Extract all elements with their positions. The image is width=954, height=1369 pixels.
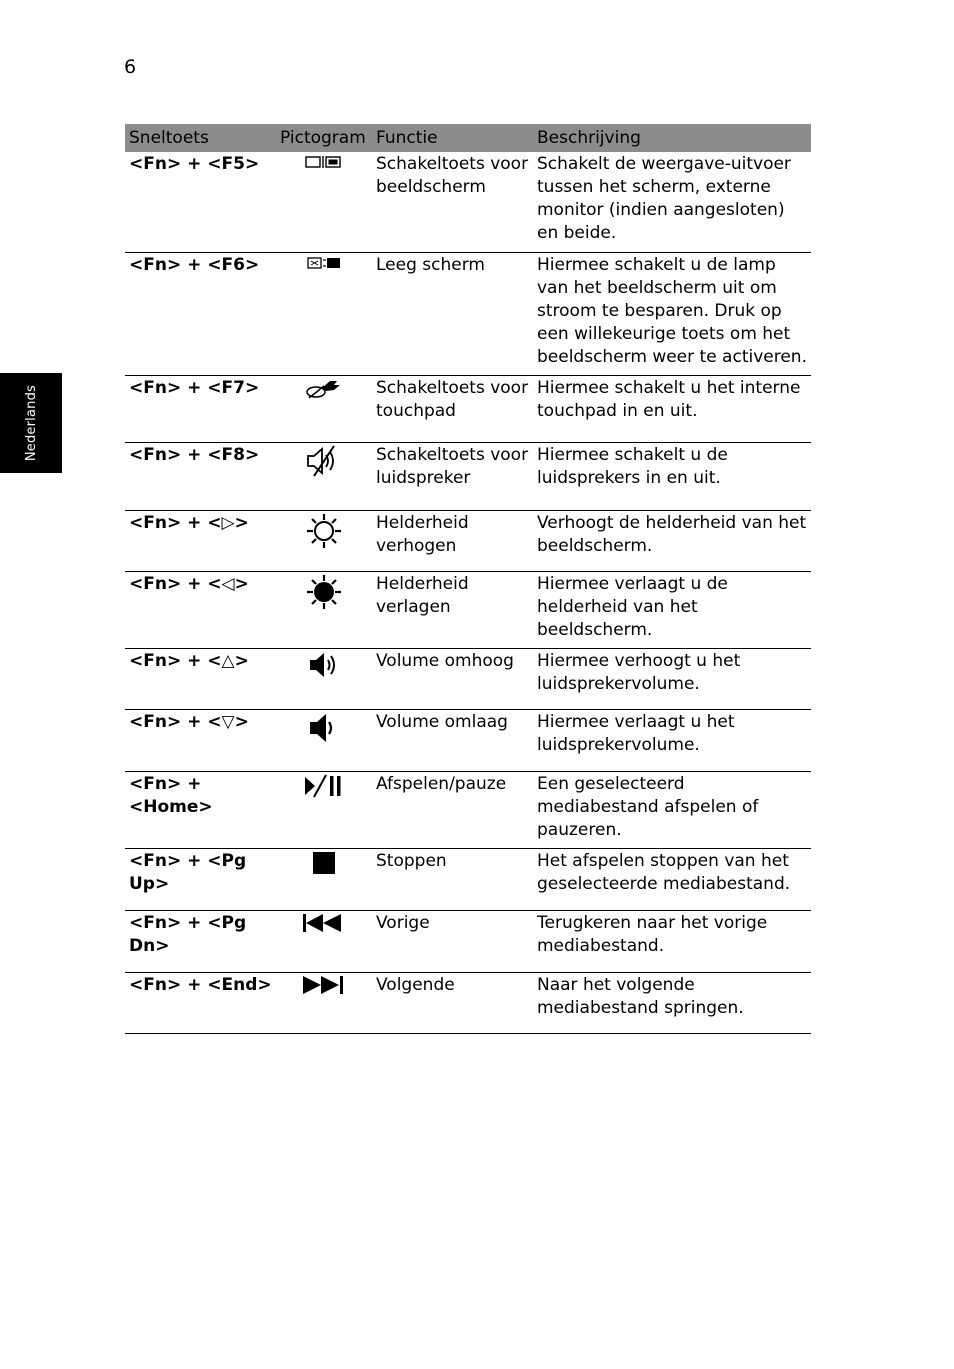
hotkey-cell: <Fn> + <F5> [125, 152, 276, 252]
function-cell: Schakeltoets voor beeldscherm [372, 152, 533, 252]
hotkey-cell: <Fn> + <F7> [125, 375, 276, 442]
hotkey-cell: <Fn> + <F8> [125, 442, 276, 510]
function-cell: Leeg scherm [372, 252, 533, 375]
brightness-up-icon [304, 512, 344, 550]
header-function: Functie [372, 124, 533, 152]
hotkey-cell: <Fn> + <End> [125, 972, 276, 1033]
table-row [125, 972, 811, 1033]
brightness-down-icon [304, 573, 344, 611]
hotkey-cell: <Fn> + <▽> [125, 709, 276, 771]
table-row [125, 375, 811, 442]
description-cell: Het afspelen stoppen van het geselecteerde mediabestand. [533, 848, 811, 910]
description-cell: Hiermee schakelt u de lamp van het beeldscherm uit om stroom te besparen. Druk op een willekeurige toets om het beeldscherm weer te activeren. [533, 252, 811, 375]
page-number: 6 [124, 56, 137, 78]
screen-blank-icon [304, 254, 344, 272]
table-row [125, 510, 811, 571]
description-cell: Hiermee verlaagt u het luidsprekervolume. [533, 709, 811, 771]
header-icon: Pictogram [276, 124, 372, 152]
table-row [125, 152, 811, 252]
touchpad-toggle-icon [304, 377, 344, 399]
header-hotkey: Sneltoets [125, 124, 276, 152]
header-description: Beschrijving [533, 124, 811, 152]
description-cell: Naar het volgende mediabestand springen. [533, 972, 811, 1033]
language-label: Nederlands [23, 384, 39, 462]
function-cell: Volume omlaag [372, 709, 533, 771]
hotkey-cell: <Fn> + <Pg Dn> [125, 910, 276, 972]
description-cell: Hiermee verlaagt u de helderheid van het beeldscherm. [533, 571, 811, 648]
function-cell: Helderheid verhogen [372, 510, 533, 571]
function-cell: Volgende [372, 972, 533, 1033]
language-side-tab [0, 373, 62, 473]
hotkey-cell: <Fn> + <◁> [125, 571, 276, 648]
previous-track-icon [301, 912, 347, 934]
description-cell: Een geselecteerd mediabestand afspelen of pauzeren. [533, 771, 811, 848]
table-header-row [125, 124, 811, 152]
volume-down-icon [304, 711, 344, 745]
stop-icon [304, 850, 344, 876]
volume-up-icon [304, 650, 344, 680]
hotkey-cell: <Fn> + <F6> [125, 252, 276, 375]
function-cell: Stoppen [372, 848, 533, 910]
next-track-icon [301, 974, 347, 996]
speaker-mute-icon [304, 444, 344, 478]
table-row [125, 252, 811, 375]
function-cell: Schakeltoets voor touchpad [372, 375, 533, 442]
table-row [125, 771, 811, 848]
description-cell: Terugkeren naar het vorige mediabestand. [533, 910, 811, 972]
table-row [125, 848, 811, 910]
function-cell: Afspelen/pauze [372, 771, 533, 848]
hotkey-cell: <Fn> + <△> [125, 648, 276, 709]
table-row [125, 910, 811, 972]
hotkey-table [125, 124, 811, 1034]
hotkey-cell: <Fn> + <Home> [125, 771, 276, 848]
description-cell: Schakelt de weergave-uitvoer tussen het scherm, externe monitor (indien aangesloten) en beide. [533, 152, 811, 252]
function-cell: Volume omhoog [372, 648, 533, 709]
function-cell: Vorige [372, 910, 533, 972]
description-cell: Hiermee verhoogt u het luidsprekervolume. [533, 648, 811, 709]
description-cell: Verhoogt de helderheid van het beeldscherm. [533, 510, 811, 571]
function-cell: Schakeltoets voor luidspreker [372, 442, 533, 510]
description-cell: Hiermee schakelt u de luidsprekers in en uit. [533, 442, 811, 510]
display-toggle-icon [304, 153, 344, 171]
function-cell: Helderheid verlagen [372, 571, 533, 648]
table-row [125, 442, 811, 510]
table-row [125, 571, 811, 648]
play-pause-icon [302, 773, 346, 799]
hotkey-cell: <Fn> + <Pg Up> [125, 848, 276, 910]
hotkey-cell: <Fn> + <▷> [125, 510, 276, 571]
table-row [125, 709, 811, 771]
table-row [125, 648, 811, 709]
description-cell: Hiermee schakelt u het interne touchpad in en uit. [533, 375, 811, 442]
